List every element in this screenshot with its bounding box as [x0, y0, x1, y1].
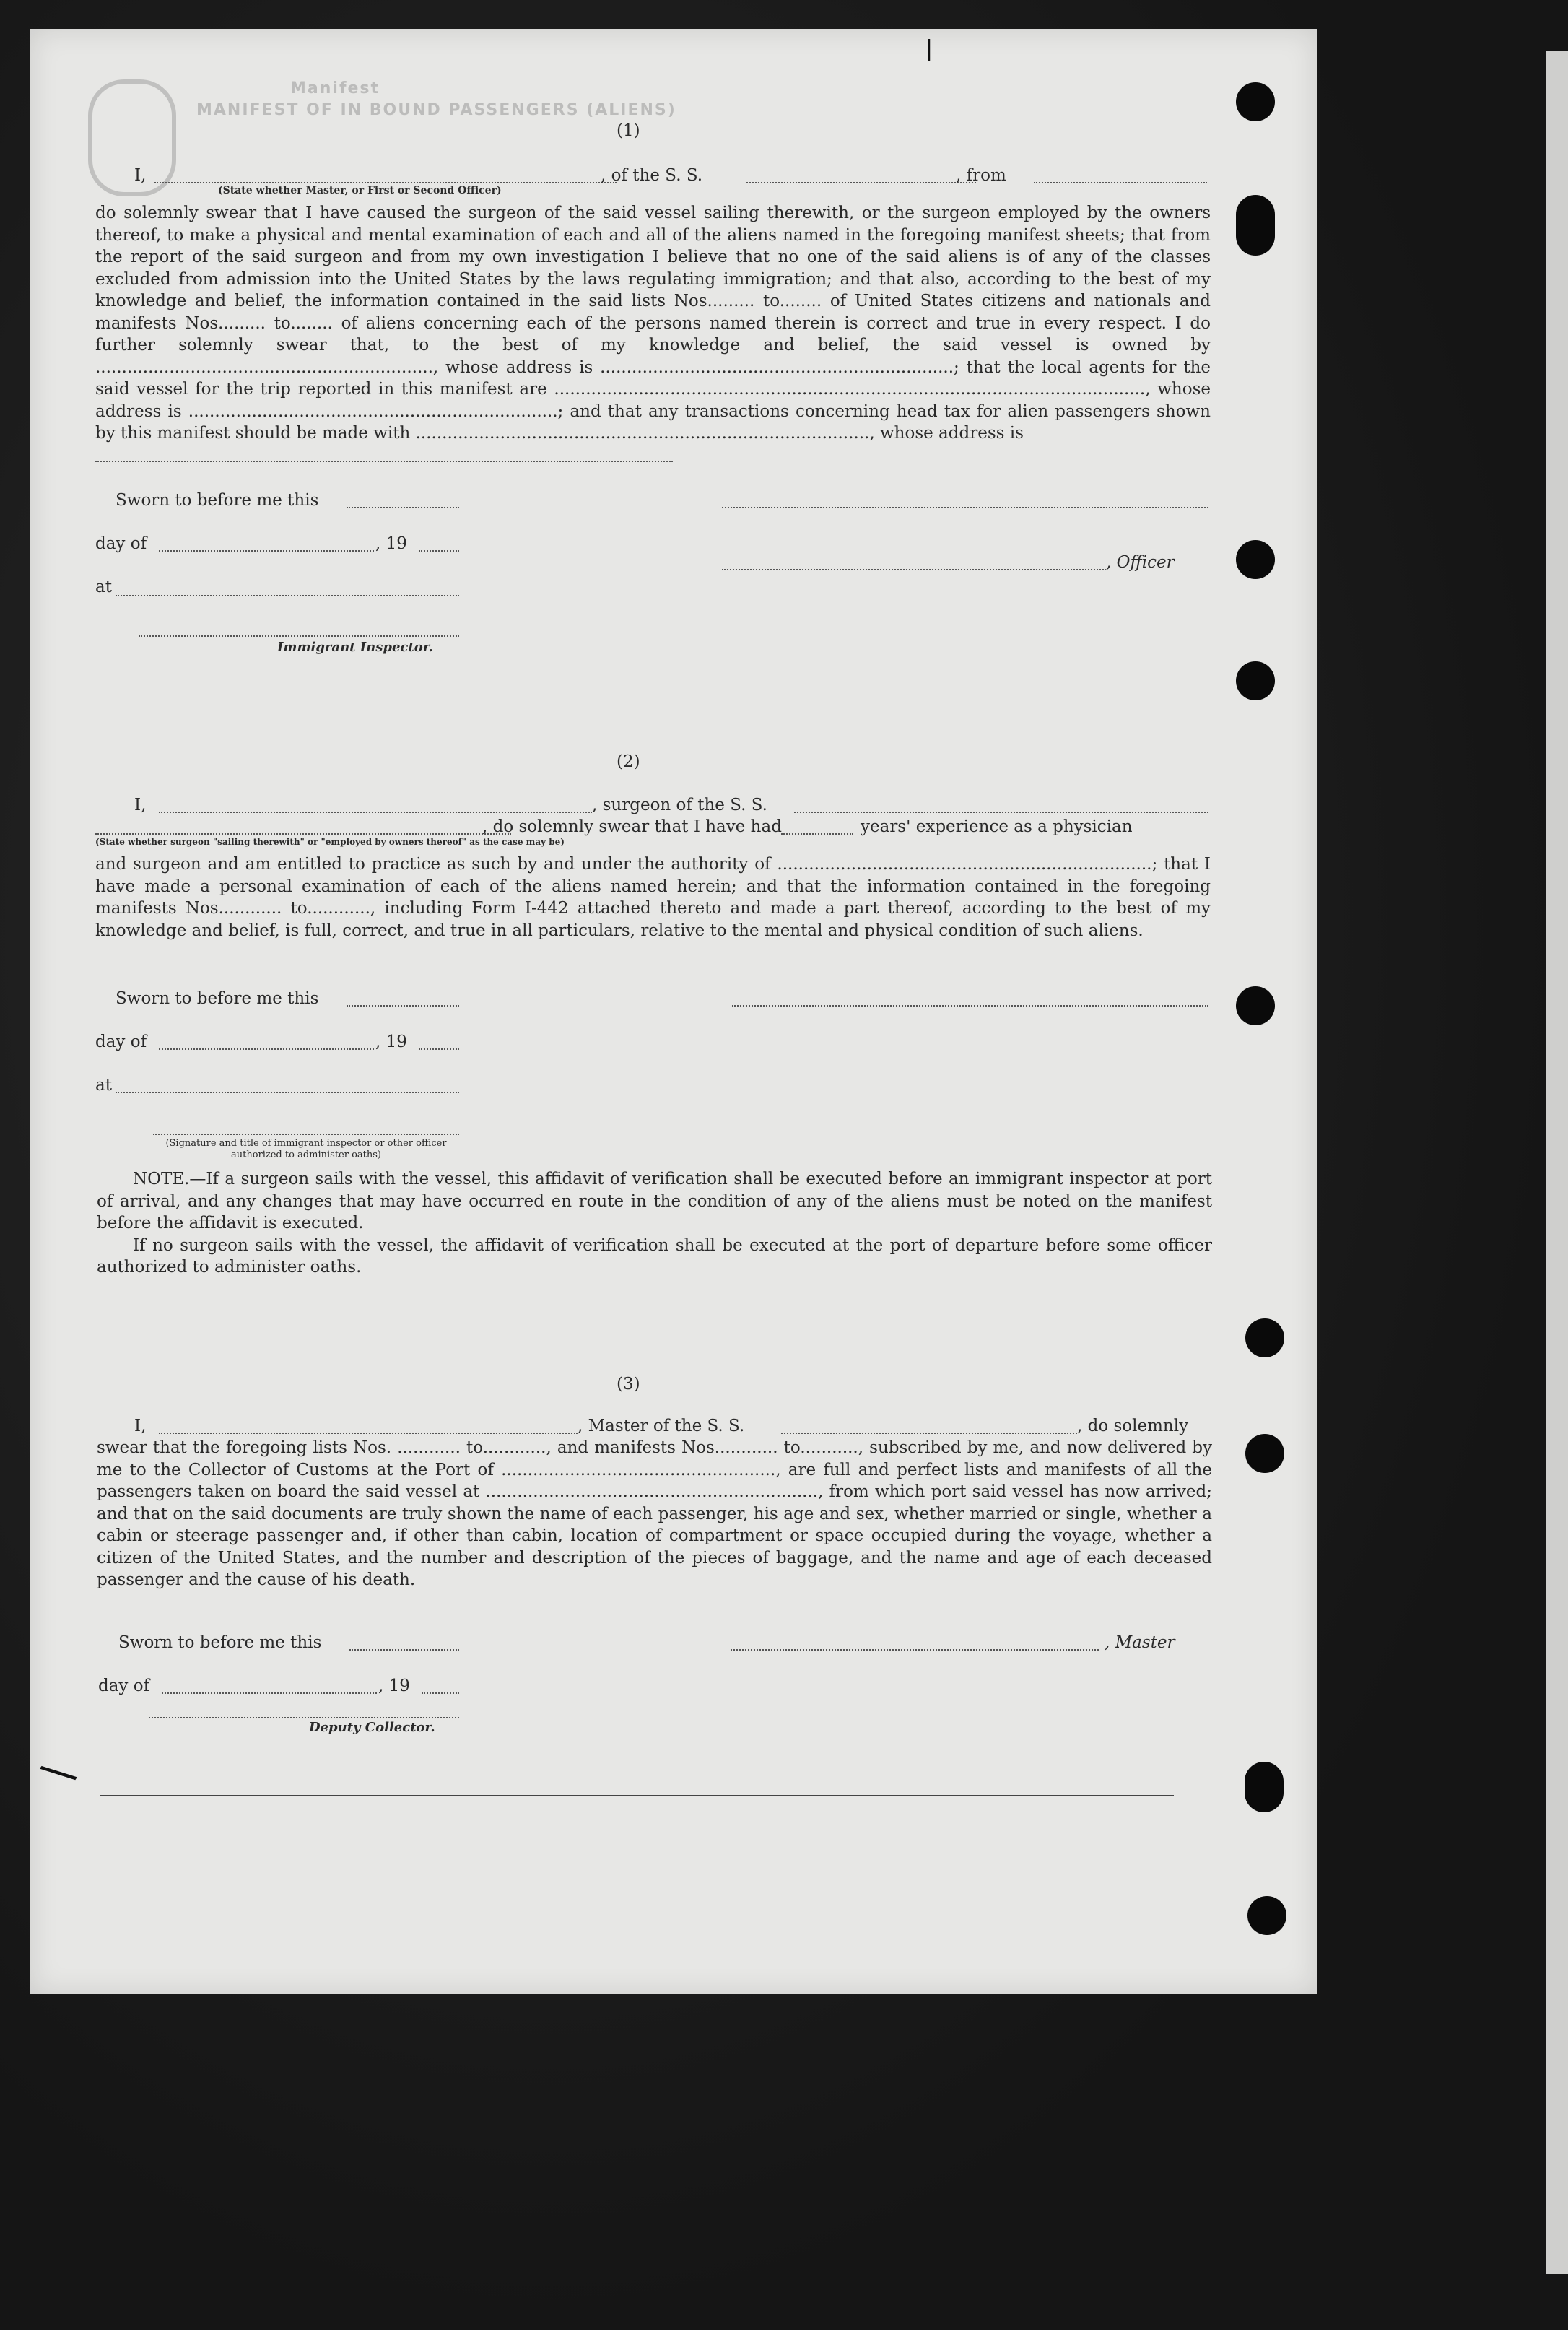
section-1-number: (1) [617, 121, 640, 140]
s1-officer-name-line [154, 182, 617, 183]
s2-sign-line [732, 1005, 1208, 1007]
s2-signature-note: (Signature and title of immigrant inspector or other officer authorized to administer oaths) [165, 1138, 447, 1160]
s2-body: and surgeon and am entitled to practice as such by and under the authority of .......................................................................; that I have made a personal examination of each of the aliens named herein; and that the information contained in the foregoing manifests Nos............ to............, including Form I-442 attached thereto and made a part thereof, according to the best of my knowledge and belief, is full, correct, and true in all particulars, relative to the mental and physical condition of such aliens. [95, 855, 1211, 940]
s3-nineteen: , 19 [378, 1677, 410, 1695]
section-2-number: (2) [617, 752, 640, 771]
punch-hole [1245, 1434, 1284, 1473]
punch-hole [1236, 986, 1275, 1025]
s2-vessel-line [794, 812, 1208, 813]
s1-i: I, [134, 166, 147, 185]
s3-day-of: day of [98, 1677, 150, 1695]
s3-body: swear that the foregoing lists Nos. ............ to............, and manifests Nos............ to..........., subscribed by me, and now delivered by me to the Collector of Customs at the Port of ...................................................., are full and perfect lists and manifests of all the passengers taken on board the said vessel at ..............................................................., from which port said vessel has now arrived; and that on the said documents are truly shown the name of each passenger, his age and sex, whether married or single, whether a cabin or steerage passenger and, if other than cabin, location of compartment or space occupied during the voyage, whether a citizen of the United States, and the number and description of the pieces of baggage, and the name and age of each deceased passenger and the cause of his death. [97, 1438, 1212, 1589]
punch-hole [1236, 82, 1275, 121]
s3-master-sign-line [731, 1649, 1099, 1651]
faint-bleed-heading-small: Manifest [290, 79, 380, 97]
s3-master-label: , Master [1105, 1633, 1175, 1652]
punch-hole [1245, 1318, 1284, 1357]
s1-sworn-line [347, 507, 459, 508]
s3-day-line [162, 1692, 377, 1694]
punch-hole [1247, 1896, 1286, 1935]
s3-collector-label: Deputy Collector. [309, 1720, 435, 1735]
s2-years: years' experience as a physician [861, 817, 1133, 836]
s2-i: I, [134, 796, 147, 814]
bottom-rule [100, 1795, 1174, 1796]
s1-sworn: Sworn to before me this [116, 491, 319, 510]
s1-body: do solemnly swear that I have caused the surgeon of the said vessel sailing therewith, or the surgeon employed by the owners thereof, to make a physical and mental examination of each and all of the aliens named in the foregoing manifest sheets; that from the report of the said surgeon and from my own investigation I believe that no one of the said aliens is of any of the classes excluded from admission into the United States by the laws regulating immigration; and that also, according to the best of my knowledge and belief, the information contained in the said lists Nos......... to........ of United States citizens and nationals and manifests Nos......... to........ of aliens concerning each of the persons named therein is correct and true in every respect. I do further solemnly swear that, to the best of my knowledge and belief, the said vessel is owned by ................................................................, whose address is ...................................................................; that the local agents for the said vessel for the trip reported in this manifest are ................................................................................................................, whose address is ......................................................................; and that any transactions concerning head tax for alien passengers shown by this manifest should be made with ......................................................................................, whose address is [95, 204, 1211, 443]
s2-note1: NOTE.—If a surgeon sails with the vessel, this affidavit of verification shall be executed before an immigrant inspector at port of arrival, and any changes that may have occurred en route in the condition of any of the aliens must be noted on the manifest before the affidavit is executed. [97, 1170, 1212, 1233]
s2-status-note: (State whether surgeon "sailing therewith" or "employed by owners thereof" as the case may be) [95, 837, 565, 847]
s3-solemnly: , do solemnly [1077, 1417, 1189, 1435]
s3-sworn-line [349, 1649, 459, 1651]
faint-bleed-heading: MANIFEST OF IN BOUND PASSENGERS (ALIENS) [196, 101, 676, 119]
s1-officer-note: (State whether Master, or First or Second Officer) [218, 185, 502, 196]
s1-inspector-label: Immigrant Inspector. [277, 640, 433, 655]
s1-at: at [95, 578, 112, 596]
s1-officer-label: , Officer [1106, 553, 1175, 572]
s1-at-line [116, 595, 459, 596]
s2-day-of: day of [95, 1033, 147, 1051]
s3-master-of-ss: , Master of the S. S. [578, 1417, 745, 1435]
adjacent-page-edge [1546, 51, 1568, 2274]
s1-body-block [95, 202, 1211, 445]
s2-body-block [95, 853, 1211, 942]
pen-stroke-mark: \ [32, 1752, 83, 1794]
section-3-number: (3) [617, 1375, 640, 1394]
s2-nineteen: , 19 [375, 1033, 407, 1051]
s1-year-line [419, 550, 459, 552]
s3-i: I, [134, 1417, 147, 1435]
punch-hole [1236, 540, 1275, 579]
s2-note-block [97, 1168, 1212, 1279]
s1-address-line [95, 461, 673, 462]
s2-inspector-line [153, 1134, 459, 1135]
s2-surgeon-name-line [159, 812, 592, 813]
s3-vessel-line [781, 1433, 1077, 1434]
punch-hole [1245, 1762, 1284, 1812]
s1-day-of: day of [95, 534, 147, 553]
ink-speck: | [925, 36, 933, 61]
punch-hole [1236, 661, 1275, 700]
s2-surgeon-of-ss: , surgeon of the S. S. [592, 796, 767, 814]
s1-top-sign-line [722, 507, 1208, 508]
s1-officer-sign-line [722, 569, 1106, 570]
s2-solemnly: , do solemnly swear that I have had [482, 817, 782, 836]
faint-stamp-mark [88, 79, 176, 196]
s3-year-line [422, 1692, 459, 1694]
s1-inspector-line [139, 635, 459, 637]
s1-nineteen: , 19 [375, 534, 407, 553]
s2-day-line [159, 1048, 374, 1050]
s3-master-name-line [159, 1433, 578, 1434]
s1-from-line [1034, 182, 1207, 183]
s1-vessel-line [746, 182, 976, 183]
s3-sworn: Sworn to before me this [118, 1633, 322, 1652]
s3-collector-line [149, 1717, 459, 1718]
punch-hole [1236, 195, 1275, 256]
s2-sworn: Sworn to before me this [116, 989, 319, 1008]
s2-at: at [95, 1076, 112, 1095]
s2-sworn-line [347, 1005, 459, 1007]
s2-status-line [95, 833, 511, 835]
s2-at-line [116, 1092, 459, 1093]
s2-year-line [419, 1048, 459, 1050]
s2-note2: If no surgeon sails with the vessel, the affidavit of verification shall be executed at the port of departure before some officer authorized to administer oaths. [97, 1235, 1212, 1277]
s2-years-line [781, 833, 853, 835]
s1-from: , from [956, 166, 1006, 185]
s3-body-block [97, 1437, 1212, 1591]
s1-day-line [159, 550, 374, 552]
s1-of-ss: , of the S. S. [601, 166, 703, 185]
manifest-page [30, 29, 1317, 1994]
